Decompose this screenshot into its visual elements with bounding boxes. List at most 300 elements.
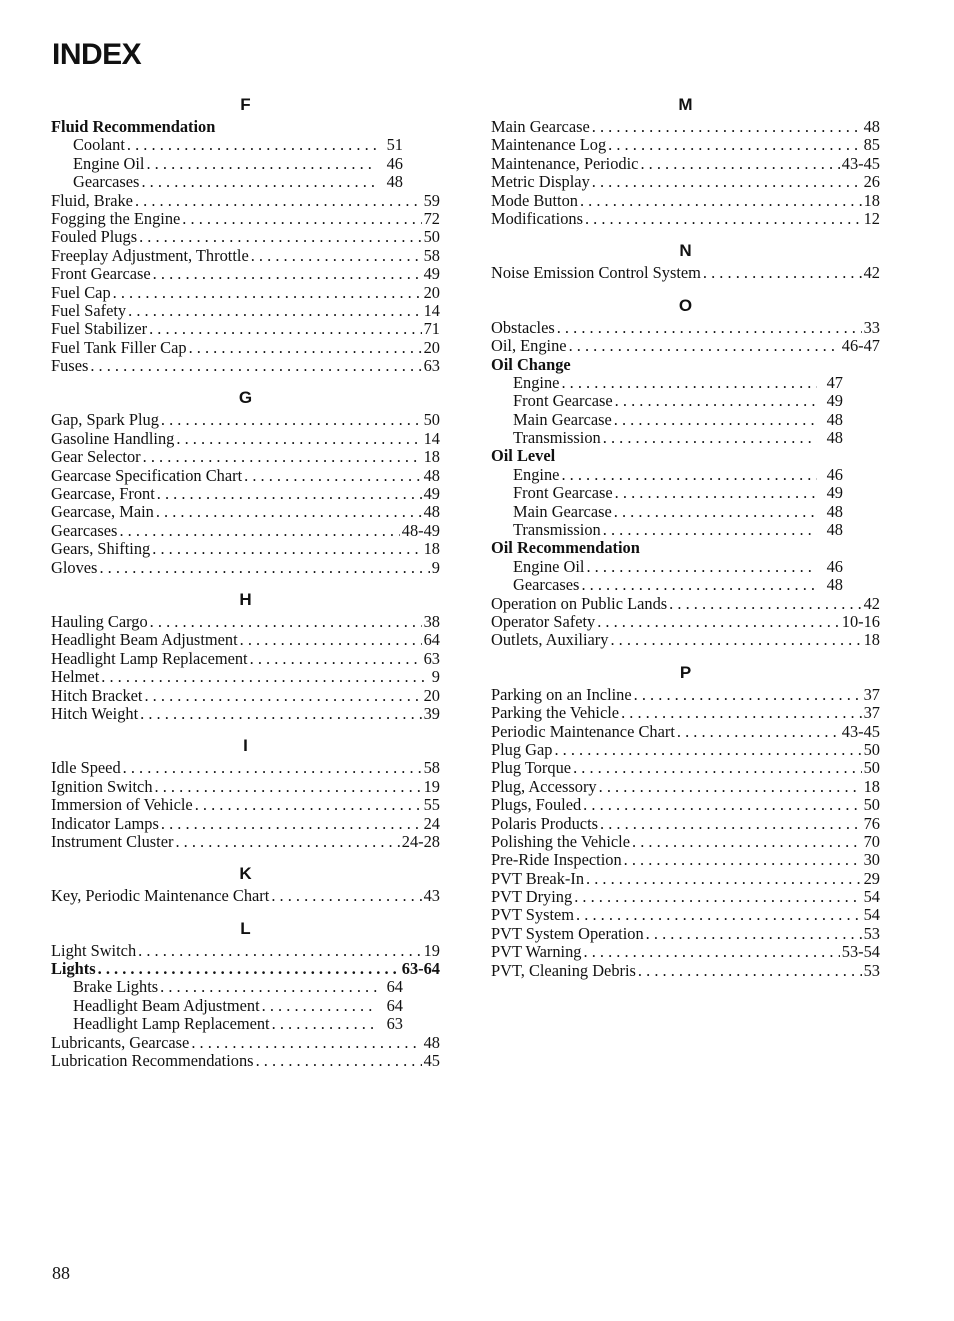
index-entry — [51, 430, 440, 448]
dot-leader — [98, 960, 400, 978]
entry-label: Lubrication Recommendations — [51, 1051, 254, 1071]
entry-label: Transmission — [513, 520, 601, 540]
dot-leader — [621, 704, 862, 722]
index-entry — [491, 723, 880, 741]
index-entry — [491, 173, 880, 191]
index-entry — [51, 613, 440, 631]
entry-page: 37 — [863, 703, 880, 723]
dot-leader — [632, 833, 862, 851]
index-entry — [51, 705, 440, 723]
dot-leader — [561, 374, 817, 392]
index-entry — [51, 247, 440, 265]
dot-leader — [150, 613, 422, 631]
dot-leader — [90, 357, 421, 375]
entry-page: 42 — [863, 263, 880, 283]
dot-leader — [614, 503, 817, 521]
entry-page: 20 — [423, 337, 440, 357]
entry-label: Brake Lights — [73, 977, 159, 997]
index-entry — [51, 467, 440, 485]
dot-leader — [271, 887, 421, 905]
entry-page: 50 — [863, 758, 880, 778]
entry-label: Polishing the Vehicle — [491, 831, 631, 851]
entry-page: 45 — [423, 1051, 440, 1071]
index-entry — [491, 264, 880, 282]
entry-page: 38 — [423, 611, 440, 631]
index-entry — [491, 613, 880, 631]
entry-page: 46 — [826, 464, 843, 484]
entry-label: Main Gearcase — [491, 117, 590, 136]
entry-page: 24 — [423, 813, 440, 833]
entry-page: 50 — [863, 795, 880, 815]
entry-label: Headlight Beam Adjustment — [51, 630, 238, 650]
entry-label: Gasoline Handling — [51, 428, 175, 448]
section-spacer — [51, 375, 440, 385]
dot-leader — [669, 595, 861, 613]
entry-label: Lubricants, Gearcase — [51, 1032, 190, 1052]
dot-leader — [600, 815, 862, 833]
entry-label: PVT System Operation — [491, 923, 644, 943]
dot-leader — [250, 650, 422, 668]
dot-leader — [99, 559, 429, 577]
dot-leader — [262, 997, 377, 1015]
index-entry — [51, 833, 440, 851]
entry-page: 59 — [423, 190, 440, 210]
entry-label: Gloves — [51, 557, 98, 577]
entry-label: Fouled Plugs — [51, 227, 138, 247]
entry-label: Key, Periodic Maintenance Chart — [51, 886, 270, 906]
entry-page: 48 — [826, 520, 843, 540]
entry-label: Gearcase Specification Chart — [51, 465, 243, 485]
entry-page: 42 — [863, 593, 880, 613]
index-subentry — [51, 136, 403, 154]
index-entry — [51, 960, 440, 978]
entry-label: Gear Selector — [51, 447, 141, 467]
index-entry — [51, 411, 440, 429]
dot-leader — [160, 978, 377, 996]
dot-leader — [640, 155, 839, 173]
index-entry — [51, 559, 440, 577]
index-section-n — [491, 238, 880, 282]
dot-leader — [634, 686, 862, 704]
index-entry — [491, 962, 880, 980]
entry-page: 39 — [423, 703, 440, 723]
index-subentry — [491, 576, 843, 594]
section-spacer — [491, 650, 880, 660]
index-entry — [51, 485, 440, 503]
dot-leader — [586, 558, 817, 576]
entry-page: 37 — [863, 684, 880, 704]
entry-label: Fuel Cap — [51, 282, 111, 302]
entry-label: Gap, Spark Plug — [51, 410, 159, 430]
index-entry — [51, 339, 440, 357]
entry-page: 53 — [863, 960, 880, 980]
entry-label: Outlets, Auxiliary — [491, 630, 609, 650]
entry-page: 33 — [863, 317, 880, 337]
dot-leader — [624, 851, 862, 869]
dot-leader — [128, 302, 421, 320]
entry-page: 9 — [431, 667, 440, 687]
index-entry — [491, 741, 880, 759]
entry-page: 64 — [423, 630, 440, 650]
dot-leader — [573, 759, 862, 777]
index-entry — [491, 136, 880, 154]
entry-page: 48-49 — [401, 520, 440, 540]
dot-leader — [585, 210, 862, 228]
entry-label: Indicator Lamps — [51, 813, 159, 833]
entry-page: 64 — [386, 977, 403, 997]
dot-leader — [554, 741, 861, 759]
index-section-k — [51, 861, 440, 905]
index-entry — [51, 887, 440, 905]
entry-page: 19 — [423, 940, 440, 960]
index-entry — [491, 631, 880, 649]
entry-page: 63-64 — [401, 959, 440, 979]
entry-page: 63 — [423, 648, 440, 668]
entry-label: Engine — [513, 372, 560, 392]
index-entry — [51, 522, 440, 540]
index-entry — [491, 925, 880, 943]
dot-leader — [608, 136, 861, 154]
dot-leader — [251, 247, 422, 265]
entry-page: 64 — [386, 995, 403, 1015]
dot-leader — [592, 173, 862, 191]
index-entry — [491, 595, 880, 613]
entry-label: Gearcase, Main — [51, 502, 154, 522]
dot-leader — [581, 576, 817, 594]
entry-page: 50 — [423, 227, 440, 247]
entry-page: 48 — [826, 575, 843, 595]
section-letter: I — [243, 736, 248, 756]
page-number: 88 — [52, 1263, 70, 1283]
entry-page: 49 — [826, 483, 843, 503]
index-subentry — [491, 392, 843, 410]
index-entry — [491, 319, 880, 337]
entry-page: 49 — [826, 391, 843, 411]
index-subentry — [491, 558, 843, 576]
index-entry — [51, 668, 440, 686]
entry-label: Engine Oil — [513, 556, 585, 576]
dot-leader — [583, 796, 861, 814]
entry-label: Parking on an Incline — [491, 684, 632, 704]
index-entry — [491, 851, 880, 869]
dot-leader — [574, 888, 861, 906]
entry-page: 48 — [423, 502, 440, 522]
entry-page: 20 — [423, 282, 440, 302]
entry-page: 48 — [863, 117, 880, 136]
entry-label: Coolant — [73, 135, 125, 155]
dot-leader — [586, 870, 862, 888]
dot-leader — [272, 1015, 377, 1033]
entry-label: Fuel Stabilizer — [51, 319, 148, 339]
entry-page: 29 — [863, 868, 880, 888]
entry-label: Polaris Products — [491, 813, 598, 833]
entry-label: Mode Button — [491, 190, 578, 210]
dot-leader — [561, 466, 817, 484]
entry-label: Fuses — [51, 356, 89, 376]
entry-label: Plug Gap — [491, 739, 553, 759]
entry-page: 48 — [826, 409, 843, 429]
entry-page: 14 — [423, 300, 440, 320]
index-subentry — [491, 374, 843, 392]
index-group-heading: Oil Level — [491, 446, 556, 466]
index-entry — [491, 337, 880, 355]
index-entry — [491, 704, 880, 722]
section-spacer — [491, 228, 880, 238]
dot-leader — [638, 962, 862, 980]
dot-leader — [156, 503, 422, 521]
entry-label: Headlight Beam Adjustment — [73, 995, 260, 1015]
index-entry — [51, 284, 440, 302]
entry-label: Hauling Cargo — [51, 611, 148, 631]
index-entry — [51, 320, 440, 338]
index-entry — [51, 778, 440, 796]
entry-page: 46 — [826, 556, 843, 576]
index-subentry — [51, 173, 403, 191]
entry-label: Ignition Switch — [51, 776, 153, 796]
section-letter: N — [679, 241, 692, 261]
index-entry — [491, 118, 880, 136]
dot-leader — [189, 339, 422, 357]
dot-leader — [157, 485, 422, 503]
dot-leader — [113, 284, 422, 302]
index-entry — [51, 631, 440, 649]
index-entry — [51, 1034, 440, 1052]
dot-leader — [175, 833, 399, 851]
entry-page: 20 — [423, 685, 440, 705]
index-entry — [51, 796, 440, 814]
dot-leader — [610, 631, 861, 649]
entry-label: Operation on Public Lands — [491, 593, 668, 613]
index-entry — [51, 228, 440, 246]
entry-page: 51 — [386, 135, 403, 155]
dot-leader — [580, 192, 862, 210]
section-spacer — [51, 906, 440, 916]
entry-label: Fuel Safety — [51, 300, 127, 320]
section-spacer — [51, 851, 440, 861]
index-subentry — [51, 978, 403, 996]
page-title: INDEX — [52, 38, 142, 71]
section-letter: M — [678, 95, 693, 114]
entry-page: 76 — [863, 813, 880, 833]
index-section-h — [51, 587, 440, 723]
index-entry — [51, 192, 440, 210]
entry-label: Modifications — [491, 208, 583, 228]
index-section-o — [491, 293, 880, 650]
dot-leader — [119, 522, 399, 540]
entry-label: Idle Speed — [51, 758, 121, 778]
entry-page: 71 — [423, 319, 440, 339]
entry-page: 50 — [423, 410, 440, 430]
dot-leader — [597, 613, 840, 631]
entry-label: Plug, Accessory — [491, 776, 597, 796]
dot-leader — [615, 484, 817, 502]
entry-label: Front Gearcase — [513, 391, 613, 411]
entry-page: 48 — [423, 1032, 440, 1052]
section-letter: P — [679, 662, 692, 682]
entry-page: 18 — [863, 190, 880, 210]
index-group-heading: Oil Change — [491, 354, 571, 374]
entry-label: PVT Break-In — [491, 868, 585, 888]
entry-label: Hitch Bracket — [51, 685, 143, 705]
entry-label: Helmet — [51, 667, 100, 687]
index-entry — [491, 906, 880, 924]
entry-page: 43-45 — [841, 153, 880, 173]
entry-label: PVT System — [491, 905, 575, 925]
index-subentry — [51, 1015, 403, 1033]
dot-leader — [240, 631, 422, 649]
entry-label: Headlight Lamp Replacement — [73, 1014, 270, 1034]
index-subentry — [491, 521, 843, 539]
entry-label: Gearcase, Front — [51, 484, 155, 504]
index-section-p — [491, 660, 880, 980]
index-section-g — [51, 385, 440, 577]
entry-label: PVT Warning — [491, 942, 582, 962]
dot-leader — [138, 942, 421, 960]
entry-label: Maintenance, Periodic — [491, 153, 639, 173]
index-section-l — [51, 916, 440, 1071]
section-letter: L — [240, 918, 251, 938]
section-letter: G — [238, 388, 253, 408]
entry-page: 18 — [863, 630, 880, 650]
entry-page: 18 — [423, 447, 440, 467]
entry-label: Obstacles — [491, 317, 555, 337]
entry-label: PVT Drying — [491, 887, 573, 907]
entry-page: 55 — [423, 795, 440, 815]
section-letter: K — [239, 864, 252, 884]
index-entry — [51, 302, 440, 320]
entry-page: 43-45 — [841, 721, 880, 741]
index-entry — [51, 942, 440, 960]
entry-page: 49 — [423, 264, 440, 284]
entry-label: Pre-Ride Inspection — [491, 850, 622, 870]
dot-leader — [603, 521, 817, 539]
entry-page: 18 — [423, 539, 440, 559]
index-entry — [51, 210, 440, 228]
index-entry — [491, 192, 880, 210]
dot-leader — [703, 264, 862, 282]
dot-leader — [615, 392, 817, 410]
index-entry — [491, 943, 880, 961]
dot-leader — [603, 429, 817, 447]
entry-label: Maintenance Log — [491, 135, 607, 155]
dot-leader — [152, 540, 421, 558]
dot-leader — [123, 759, 422, 777]
dot-leader — [146, 155, 377, 173]
section-spacer — [491, 283, 880, 293]
index-subentry — [491, 411, 843, 429]
entry-page: 49 — [423, 484, 440, 504]
index-group-heading: Oil Recommendation — [491, 538, 640, 558]
entry-label: Fuel Tank Filler Cap — [51, 337, 187, 357]
section-spacer — [51, 577, 440, 587]
entry-label: Operator Safety — [491, 611, 596, 631]
entry-label: Parking the Vehicle — [491, 703, 620, 723]
entry-label: Transmission — [513, 428, 601, 448]
index-entry — [491, 796, 880, 814]
entry-label: Metric Display — [491, 172, 590, 192]
index-entry — [491, 155, 880, 173]
section-letter: O — [678, 295, 693, 315]
index-entry — [51, 650, 440, 668]
index-entry — [491, 815, 880, 833]
index-entry — [491, 888, 880, 906]
entry-label: Lights — [51, 959, 96, 979]
dot-leader — [139, 228, 422, 246]
index-entry — [51, 265, 440, 283]
entry-page: 48 — [826, 428, 843, 448]
dot-leader — [161, 815, 422, 833]
dot-leader — [256, 1052, 422, 1070]
dot-leader — [191, 1034, 421, 1052]
entry-label: Plugs, Fouled — [491, 795, 582, 815]
entry-label: Engine — [513, 464, 560, 484]
index-entry — [51, 687, 440, 705]
entry-label: PVT, Cleaning Debris — [491, 960, 636, 980]
index-entry — [491, 870, 880, 888]
index-entry — [51, 448, 440, 466]
entry-page: 63 — [386, 1014, 403, 1034]
entry-page: 18 — [863, 776, 880, 796]
index-subentry — [491, 503, 843, 521]
entry-page: 24-28 — [401, 831, 440, 851]
index-subentry — [51, 155, 403, 173]
dot-leader — [176, 430, 421, 448]
entry-page: 50 — [863, 739, 880, 759]
dot-leader — [127, 136, 377, 154]
entry-page: 19 — [423, 776, 440, 796]
entry-label: Fluid, Brake — [51, 190, 133, 210]
entry-label: Main Gearcase — [513, 501, 612, 521]
entry-label: Periodic Maintenance Chart — [491, 721, 675, 741]
entry-page: 48 — [386, 172, 403, 192]
index-entry — [51, 759, 440, 777]
entry-label: Oil, Engine — [491, 336, 567, 356]
dot-leader — [141, 173, 377, 191]
dot-leader — [144, 687, 421, 705]
entry-label: Light Switch — [51, 940, 137, 960]
section-spacer — [51, 723, 440, 733]
dot-leader — [182, 210, 421, 228]
entry-page: 14 — [423, 428, 440, 448]
dot-leader — [135, 192, 422, 210]
index-column-left — [51, 92, 440, 1070]
index-subentry — [491, 484, 843, 502]
dot-leader — [646, 925, 862, 943]
entry-label: Gearcases — [513, 575, 580, 595]
dot-leader — [614, 411, 817, 429]
index-entry — [491, 686, 880, 704]
dot-leader — [569, 337, 840, 355]
index-subentry — [491, 466, 843, 484]
entry-label: Hitch Weight — [51, 703, 139, 723]
entry-label: Noise Emission Control System — [491, 263, 701, 283]
entry-page: 47 — [826, 372, 843, 392]
entry-page: 43 — [423, 886, 440, 906]
index-entry — [491, 210, 880, 228]
index-entry — [51, 1052, 440, 1070]
entry-page: 48 — [826, 501, 843, 521]
entry-page: 46-47 — [841, 336, 880, 356]
entry-page: 58 — [423, 758, 440, 778]
index-entry — [491, 778, 880, 796]
index-entry — [51, 540, 440, 558]
dot-leader — [592, 118, 862, 136]
section-letter: H — [239, 589, 252, 609]
dot-leader — [155, 778, 422, 796]
entry-label: Headlight Lamp Replacement — [51, 648, 248, 668]
entry-page: 46 — [386, 153, 403, 173]
dot-leader — [599, 778, 862, 796]
